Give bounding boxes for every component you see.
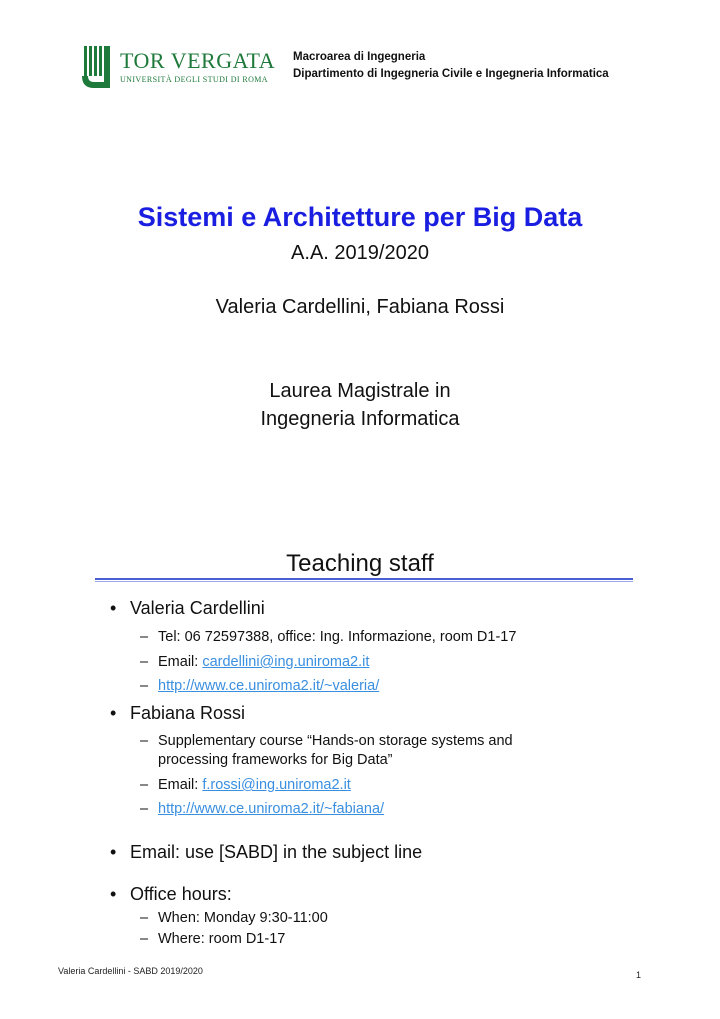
dept-line-1: Macroarea di Ingegneria <box>293 51 426 63</box>
bullet-text: Office hours: <box>130 884 232 904</box>
course-line-2: processing frameworks for Big Data” <box>158 752 393 768</box>
bullet-text: Email: use [SABD] in the subject line <box>130 842 423 862</box>
page-number: 1 <box>636 970 642 980</box>
bullet-icon: • <box>110 703 117 723</box>
dash-icon: – <box>140 654 149 670</box>
slide-title: Teaching staff <box>286 550 434 577</box>
sub-item-text: Where: room D1-17 <box>158 931 286 947</box>
email-link[interactable]: f.rossi@ing.uniroma2.it <box>202 777 351 793</box>
bullet-icon: • <box>110 598 117 618</box>
footer-text: Valeria Cardellini - SABD 2019/2020 <box>58 966 203 976</box>
bullet-text: Fabiana Rossi <box>130 703 246 723</box>
degree-line-1: Laurea Magistrale in <box>269 380 451 402</box>
logo-title: TOR VERGATA <box>120 48 276 73</box>
dash-icon: – <box>140 629 149 645</box>
academic-year: A.A. 2019/2020 <box>291 242 429 264</box>
bullet-icon: • <box>110 842 117 862</box>
dash-icon: – <box>140 801 149 817</box>
dash-icon: – <box>140 931 149 947</box>
homepage-link[interactable]: http://www.ce.uniroma2.it/~valeria/ <box>158 678 380 694</box>
bullet-text: Valeria Cardellini <box>130 598 265 618</box>
logo-subtitle: UNIVERSITÀ DEGLI STUDI DI ROMA <box>120 75 268 84</box>
title-underline <box>95 578 633 580</box>
sub-item-text: Tel: 06 72597388, office: Ing. Informazione, room D1-17 <box>158 629 517 645</box>
email-label: Email: <box>158 777 203 793</box>
course-title: Sistemi e Architetture per Big Data <box>137 202 583 232</box>
title-underline-shadow <box>95 581 633 582</box>
course-line-1: Supplementary course “Hands-on storage systems and <box>158 733 513 749</box>
dash-icon: – <box>140 777 149 793</box>
homepage-link[interactable]: http://www.ce.uniroma2.it/~fabiana/ <box>158 801 385 817</box>
degree-line-2: Ingegneria Informatica <box>260 408 460 430</box>
email-link[interactable]: cardellini@ing.uniroma2.it <box>202 654 370 670</box>
sub-item-text: When: Monday 9:30-11:00 <box>158 910 328 926</box>
department-header <box>293 49 609 83</box>
dash-icon: – <box>140 910 149 926</box>
email-label: Email: <box>158 654 203 670</box>
dash-icon: – <box>140 678 149 694</box>
dept-line-2: Dipartimento di Ingegneria Civile e Ingegneria Informatica <box>293 68 609 80</box>
tor-vergata-logo-icon <box>80 44 114 90</box>
university-logo <box>80 44 276 92</box>
dash-icon: – <box>140 733 149 749</box>
bullet-icon: • <box>110 884 117 904</box>
authors: Valeria Cardellini, Fabiana Rossi <box>215 296 505 318</box>
